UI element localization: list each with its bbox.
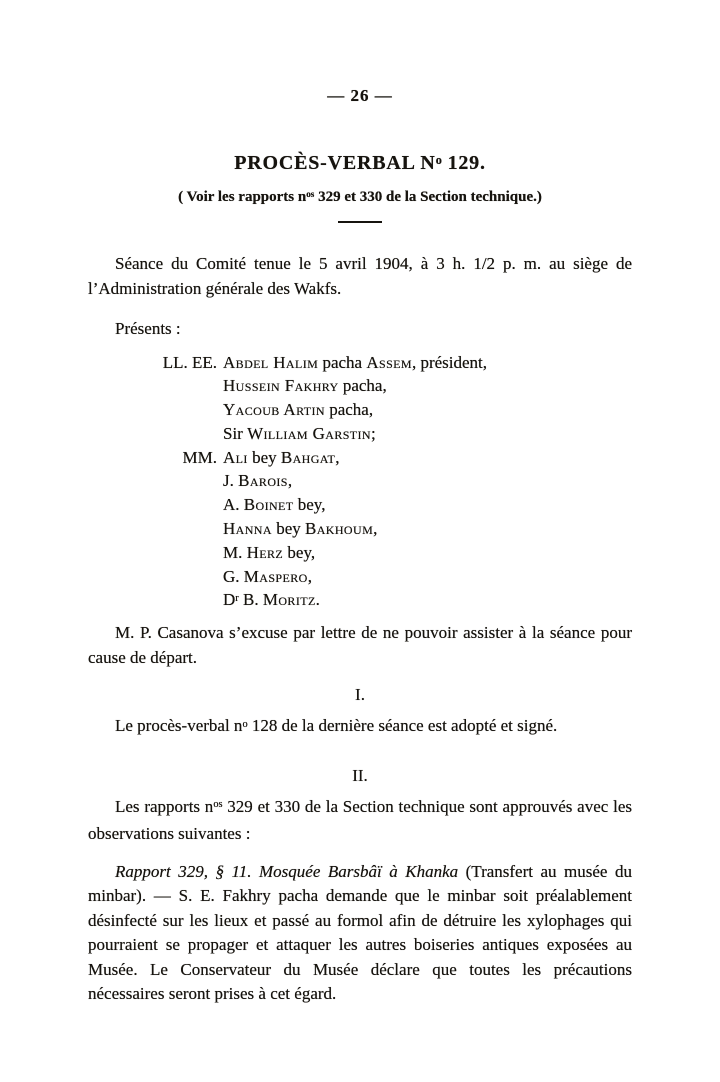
attendee-row (88, 446, 632, 470)
attendee-name: A. Boinet bey, (223, 495, 326, 515)
casanova-paragraph: M. P. Casanova s’excuse par lettre de ne pouvoir assister à la séance pour cause de départ. (88, 623, 632, 667)
attendee-name: J. Barois, (223, 471, 293, 491)
attendee-row (88, 565, 632, 589)
attendee-prefix: MM. (182, 447, 217, 467)
attendees-list (88, 351, 632, 613)
section-2-heading: II. (352, 765, 368, 785)
attendee-row (88, 422, 632, 446)
attendee-name: Hanna bey Bakhoum, (223, 519, 378, 539)
attendee-name: G. Maspero, (223, 566, 312, 586)
subtitle-reference: ( Voir les rapports $n^{os}$ 329 et 330 de la Section technique.) (178, 188, 542, 205)
attendee-row (88, 588, 632, 612)
attendee-name: Yacoub Artin pacha, (223, 400, 374, 420)
attendee-row (88, 493, 632, 517)
attendee-name: $D^r$ B. Moritz. (223, 590, 320, 610)
attendee-row (88, 469, 632, 493)
attendee-name: Hussein Fakhry pacha, (223, 376, 387, 396)
seance-paragraph: Séance du Comité tenue le 5 avril 1904, à 3 h. 1/2 p. m. au siège de l’Administration générale des Wakfs. (88, 254, 632, 298)
attendee-row (88, 541, 632, 565)
attendee-row (88, 351, 632, 375)
attendee-row (88, 398, 632, 422)
proces-verbal-title: PROCÈS-VERBAL $N^o$ 129. (234, 152, 486, 174)
attendee-name: Ali bey Bahgat, (223, 447, 340, 467)
attendee-name: Sir William Garstin; (223, 423, 376, 443)
rapport-329-paragraph: Rapport 329, § 11. Mosquée Barsbâï à Khanka (Transfert au musée du minbar). — S. E. Fakhry pacha demande que le minbar soit préalablement désinfecté sur les lieux et passé au formol afin de détruire les xylophages qui pourraient se propager et attaquer les autres boiseries antiques exposées au Musée. Le Conservateur du Musée déclare que toutes les précautions nécessaires seront prises à cet égard. (88, 861, 632, 1004)
attendee-name: Abdel Halim pacha Assem, président, (223, 352, 488, 372)
presents-label: Présents : (115, 319, 181, 338)
attendee-prefix: LL. EE. (162, 352, 217, 372)
page-number: — 26 — (327, 86, 393, 105)
attendee-row (88, 374, 632, 398)
section-1-body: Le procès-verbal $n^o$ 128 de la dernière séance est adopté et signé. (115, 716, 558, 736)
section-2-body: Les rapports $n^{os}$ 329 et 330 de la Section technique sont approuvés avec les observations suivantes : (88, 796, 632, 844)
ornament-divider (338, 221, 382, 223)
attendee-row (88, 517, 632, 541)
section-1-heading: I. (355, 685, 365, 705)
attendee-name: M. Herz bey, (223, 542, 316, 562)
